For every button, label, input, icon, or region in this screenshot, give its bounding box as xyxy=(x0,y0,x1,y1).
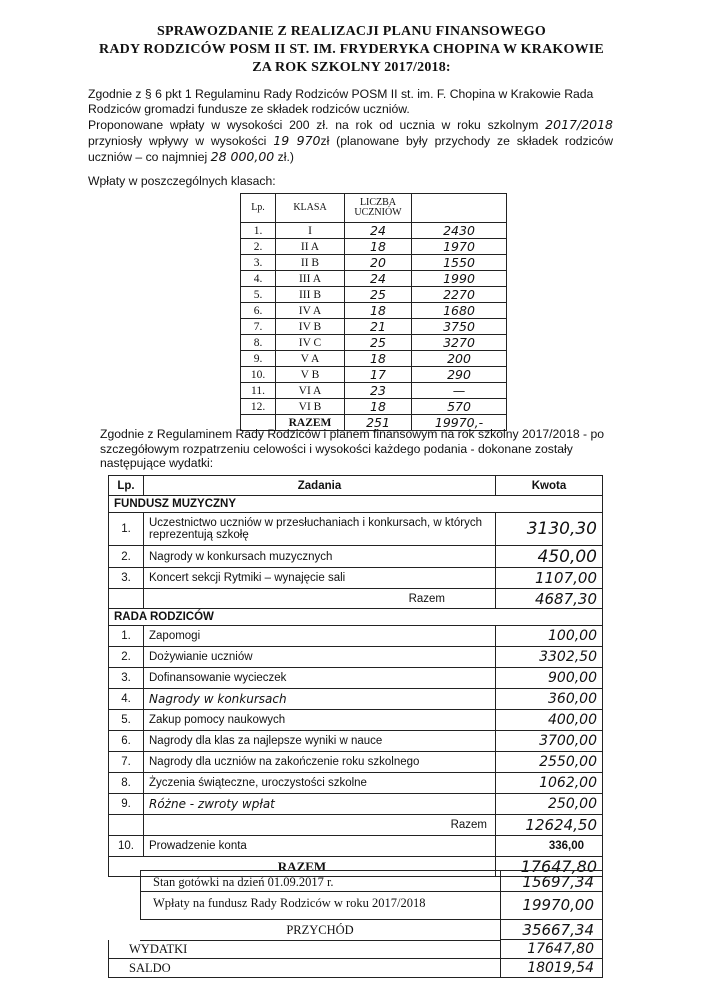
classes-total-label: RAZEM xyxy=(276,415,345,431)
intro-text-b: przyniosły wpływy w wysokości xyxy=(88,134,267,148)
table-row xyxy=(241,335,507,351)
row-amount: 3700,00 xyxy=(496,731,603,752)
row-lp: 2. xyxy=(109,546,144,568)
table-row xyxy=(241,303,507,319)
row-kwota: 2430 xyxy=(412,223,507,239)
expenses-header xyxy=(109,476,603,496)
intro-text-c: zł (planowane były przychody ze składek rodziców uczniów – co najmniej xyxy=(88,134,613,164)
table-row xyxy=(109,568,603,589)
row-amount: 2550,00 xyxy=(496,752,603,773)
row-lp: 4. xyxy=(241,271,276,287)
intro-amount: 19 970 xyxy=(273,133,321,148)
row-name: Nagrody w konkursach muzycznych xyxy=(144,546,496,568)
row-klasa: I xyxy=(276,223,345,239)
row-kwota: 1990 xyxy=(412,271,507,287)
row-lp: 6. xyxy=(109,731,144,752)
section-title-row xyxy=(109,609,603,626)
row-klasa: III B xyxy=(276,287,345,303)
table-row xyxy=(109,773,603,794)
table-row xyxy=(241,271,507,287)
table-row xyxy=(241,367,507,383)
saldo-label: SALDO xyxy=(108,959,500,978)
row-liczba: 18 xyxy=(345,303,412,319)
row-amount: 900,00 xyxy=(496,668,603,689)
row-amount: 336,00 xyxy=(496,836,603,857)
row-kwota: 3750 xyxy=(412,319,507,335)
row-amount: 400,00 xyxy=(496,710,603,731)
row-klasa: IV C xyxy=(276,335,345,351)
row-klasa: VI B xyxy=(276,399,345,415)
row-lp: 10. xyxy=(109,836,144,857)
header-zadania: Zadania xyxy=(144,476,496,496)
row-lp: 1. xyxy=(241,223,276,239)
row-kwota: 1550 xyxy=(412,255,507,271)
stan-amount: 15697,34 xyxy=(500,870,603,892)
table-row xyxy=(109,513,603,546)
row-lp: 9. xyxy=(241,351,276,367)
table-row xyxy=(109,689,603,710)
table-row xyxy=(109,647,603,668)
table-row xyxy=(109,626,603,647)
row-liczba: 17 xyxy=(345,367,412,383)
row-amount: 1107,00 xyxy=(496,568,603,589)
classes-table-header xyxy=(241,194,507,223)
stan-label: Stan gotówki na dzień 01.09.2017 r. xyxy=(140,870,500,892)
row-name: Różne - zwroty wpłat xyxy=(144,794,496,815)
row-amount: 3130,30 xyxy=(496,513,603,546)
row-name: Dożywianie uczniów xyxy=(144,647,496,668)
row-lp: 11. xyxy=(241,383,276,399)
row-lp: 2. xyxy=(241,239,276,255)
row-kwota: 3270 xyxy=(412,335,507,351)
intro-text-a: Proponowane wpłaty w wysokości 200 zł. na rok od ucznia w roku szkolnym xyxy=(88,118,539,132)
row-lp: 4. xyxy=(109,689,144,710)
row-kwota: 200 xyxy=(412,351,507,367)
intro-planned: 28 000,00 xyxy=(210,149,275,164)
razem-amount: 12624,50 xyxy=(496,815,603,836)
row-lp: 7. xyxy=(109,752,144,773)
wydatki-label: WYDATKI xyxy=(108,940,500,959)
wydatki-amount: 17647,80 xyxy=(500,940,603,959)
row-amount: 1062,00 xyxy=(496,773,603,794)
row-lp: 3. xyxy=(109,568,144,589)
table-row xyxy=(241,255,507,271)
intro-paragraph-2 xyxy=(88,117,613,165)
row-lp: 3. xyxy=(241,255,276,271)
row-name: Dofinansowanie wycieczek xyxy=(144,668,496,689)
total-amount: 17647,80 xyxy=(496,857,603,877)
table-row xyxy=(109,668,603,689)
row-name: Prowadzenie konta xyxy=(144,836,496,857)
row-amount: 360,00 xyxy=(496,689,603,710)
row-kwota: 570 xyxy=(412,399,507,415)
row-liczba: 18 xyxy=(345,351,412,367)
row-name: Nagrody dla klas za najlepsze wyniki w nauce xyxy=(144,731,496,752)
row-lp: 2. xyxy=(109,647,144,668)
row-liczba: 20 xyxy=(345,255,412,271)
wplaty-label: Wpłaty na fundusz Rady Rodziców w roku 2017/2018 xyxy=(140,892,500,920)
row-kwota: — xyxy=(412,383,507,399)
row-amount: 100,00 xyxy=(496,626,603,647)
table-row xyxy=(109,794,603,815)
razem-label: Razem xyxy=(144,815,496,836)
row-klasa: II B xyxy=(276,255,345,271)
przychod-amount: 35667,34 xyxy=(500,920,603,940)
classes-table xyxy=(240,193,507,431)
row-liczba: 25 xyxy=(345,287,412,303)
row-liczba: 21 xyxy=(345,319,412,335)
row-liczba: 24 xyxy=(345,271,412,287)
table-row xyxy=(109,836,603,857)
table-row xyxy=(109,546,603,568)
row-name: Nagrody w konkursach xyxy=(144,689,496,710)
table-row xyxy=(241,223,507,239)
row-kwota: 290 xyxy=(412,367,507,383)
row-lp: 8. xyxy=(109,773,144,794)
table-row xyxy=(241,351,507,367)
row-kwota: 1970 xyxy=(412,239,507,255)
row-lp: 1. xyxy=(109,513,144,546)
header-kwota: Kwota xyxy=(496,476,603,496)
razem-row xyxy=(109,589,603,609)
intro-text-d: zł.) xyxy=(277,150,294,164)
expenses-table xyxy=(108,475,603,877)
table-row xyxy=(109,752,603,773)
header-kwota xyxy=(412,194,507,223)
row-lp: 1. xyxy=(109,626,144,647)
header-klasa: KLASA xyxy=(276,194,345,223)
classes-heading: Wpłaty w poszczególnych klasach: xyxy=(88,174,276,188)
header-lp: Lp. xyxy=(241,194,276,223)
total-label: RAZEM xyxy=(109,857,496,877)
razem-amount: 4687,30 xyxy=(496,589,603,609)
row-klasa: VI A xyxy=(276,383,345,399)
row-lp: 7. xyxy=(241,319,276,335)
saldo-amount: 18019,54 xyxy=(500,959,603,978)
row-lp: 5. xyxy=(109,710,144,731)
table-row xyxy=(109,710,603,731)
wplaty-amount: 19970,00 xyxy=(500,892,603,920)
header-lp: Lp. xyxy=(109,476,144,496)
row-liczba: 23 xyxy=(345,383,412,399)
row-liczba: 18 xyxy=(345,239,412,255)
classes-total-liczba: 251 xyxy=(345,415,412,431)
row-klasa: V A xyxy=(276,351,345,367)
row-name: Życzenia świąteczne, uroczystości szkolne xyxy=(144,773,496,794)
row-liczba: 24 xyxy=(345,223,412,239)
row-name: Koncert sekcji Rytmiki – wynajęcie sali xyxy=(144,568,496,589)
row-kwota: 2270 xyxy=(412,287,507,303)
row-lp: 6. xyxy=(241,303,276,319)
section-fundusz-title: FUNDUSZ MUZYCZNY xyxy=(109,496,603,513)
row-klasa: IV A xyxy=(276,303,345,319)
row-lp: 10. xyxy=(241,367,276,383)
table-row xyxy=(241,399,507,415)
document-title-line3: ZA ROK SZKOLNY 2017/2018: xyxy=(252,60,451,75)
table-row xyxy=(241,287,507,303)
expenses-intro: Zgodnie z Regulaminem Rady Rodziców i planem finansowym na rok szkolny 2017/2018 - po szczegółowym rozpatrzeniu celowości i wysokości każdego podania - dokonane zostały następujące wydatki: xyxy=(100,427,605,470)
row-liczba: 25 xyxy=(345,335,412,351)
row-klasa: V B xyxy=(276,367,345,383)
row-kwota: 1680 xyxy=(412,303,507,319)
row-name: Uczestnictwo uczniów w przesłuchaniach i konkursach, w których reprezentują szkołę xyxy=(144,513,496,546)
intro-year: 2017/2018 xyxy=(545,117,614,132)
row-name: Nagrody dla uczniów na zakończenie roku szkolnego xyxy=(144,752,496,773)
row-klasa: II A xyxy=(276,239,345,255)
razem-row xyxy=(109,815,603,836)
razem-label: Razem xyxy=(144,589,496,609)
table-row xyxy=(241,239,507,255)
row-lp: 5. xyxy=(241,287,276,303)
row-klasa: IV B xyxy=(276,319,345,335)
row-amount: 250,00 xyxy=(496,794,603,815)
przychod-label: PRZYCHÓD xyxy=(140,920,500,941)
table-row xyxy=(241,319,507,335)
document-title-line2: RADY RODZICÓW POSM II ST. IM. FRYDERYKA CHOPINA W KRAKOWIE xyxy=(99,42,604,57)
row-lp: 12. xyxy=(241,399,276,415)
section-title-row xyxy=(109,496,603,513)
table-row xyxy=(241,383,507,399)
summary-block xyxy=(108,870,603,978)
intro-paragraph-1: Zgodnie z § 6 pkt 1 Regulaminu Rady Rodziców POSM II st. im. F. Chopina w Krakowie Rada Rodziców gromadzi fundusze ze składek rodziców uczniów. xyxy=(88,87,594,116)
row-lp: 9. xyxy=(109,794,144,815)
row-amount: 450,00 xyxy=(496,546,603,568)
table-row xyxy=(109,731,603,752)
row-name: Zakup pomocy naukowych xyxy=(144,710,496,731)
classes-total-kwota: 19970,- xyxy=(412,415,507,431)
row-liczba: 18 xyxy=(345,399,412,415)
row-lp: 3. xyxy=(109,668,144,689)
row-name: Zapomogi xyxy=(144,626,496,647)
row-klasa: III A xyxy=(276,271,345,287)
document-title-line1: SPRAWOZDANIE Z REALIZACJI PLANU FINANSOWEGO xyxy=(157,24,546,39)
section-rada-title: RADA RODZICÓW xyxy=(109,609,603,626)
row-lp: 8. xyxy=(241,335,276,351)
header-liczba: LICZBA UCZNIÓW xyxy=(345,194,412,223)
row-amount: 3302,50 xyxy=(496,647,603,668)
